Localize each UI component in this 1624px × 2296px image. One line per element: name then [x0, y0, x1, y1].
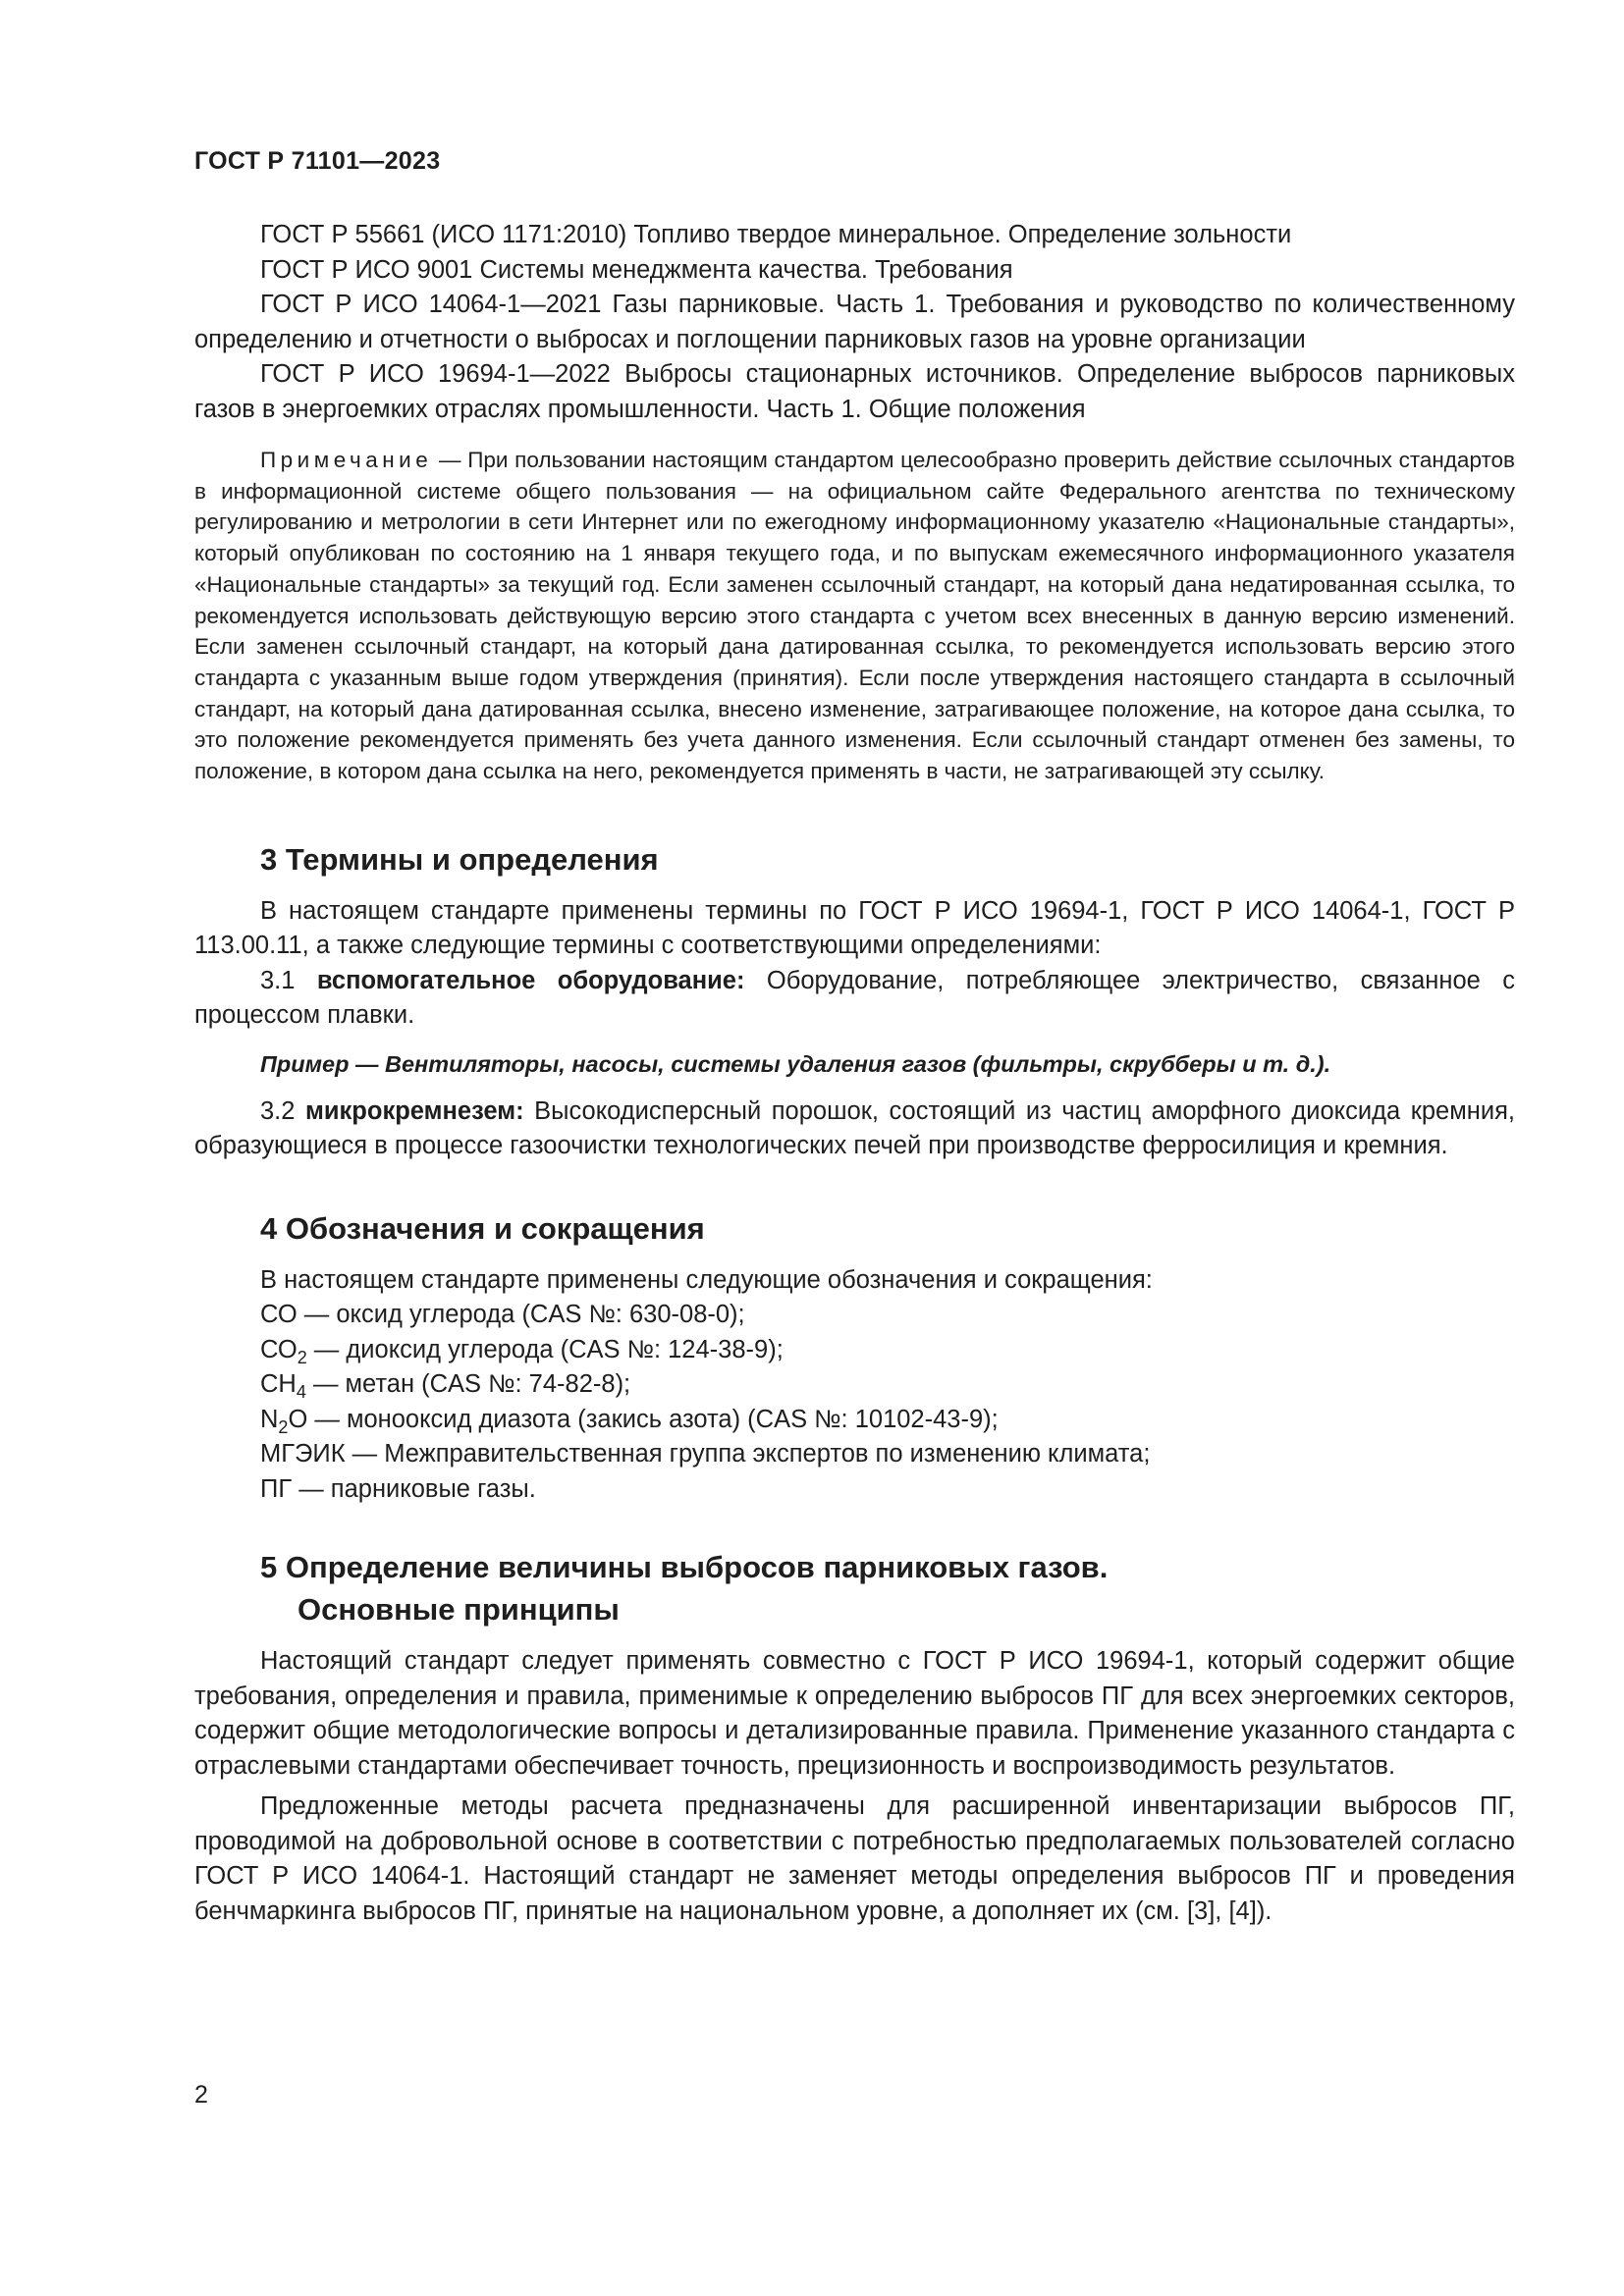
symbol-text: N — [260, 1405, 279, 1433]
reference-item: ГОСТ Р ИСО 19694-1—2022 Выбросы стационарных источников. Определение выбросов парниковых газов в энергоемких отраслях промышленности. Часть 1. Общие положения — [194, 360, 1515, 423]
subscript: 2 — [278, 1416, 289, 1437]
symbol-ch4 — [194, 1367, 1515, 1403]
section-5-title — [260, 1546, 1515, 1630]
symbol-text: СО — [260, 1335, 298, 1363]
section-4-title: 4 Обозначения и сокращения — [260, 1210, 705, 1246]
symbol-n2o — [194, 1403, 1515, 1438]
symbol-text: — диоксид углерода (CAS №: 124-38-9); — [306, 1335, 784, 1363]
normative-references — [194, 218, 1515, 427]
page-number: 2 — [194, 2081, 208, 2109]
document-header: ГОСТ Р 71101—2023 — [194, 147, 441, 175]
term-definition: Оборудование, потребляющее электричество, связанное с процессом плавки. — [194, 966, 1515, 1030]
reference-item: ГОСТ Р ИСО 14064-1—2021 Газы парниковые. Часть 1. Требования и руководство по количественному определению и отчетности о выбросах и поглощении парниковых газов на уровне организации — [194, 291, 1515, 353]
symbol-pg: ПГ — парниковые газы. — [260, 1474, 536, 1503]
subscript: 4 — [296, 1382, 306, 1403]
term-3-1 — [194, 964, 1515, 1034]
term-example: Пример — Вентиляторы, насосы, системы удаления газов (фильтры, скрубберы и т. д.). — [260, 1050, 1331, 1077]
section-5-title-line2: Основные принципы — [298, 1592, 620, 1628]
section-5-paragraph: Настоящий стандарт следует применять совместно с ГОСТ Р ИСО 19694-1, который содержит общие требования, определения и правила, применимые к определению выбросов ПГ для всех энергоемких секторов, содержит общие методологические вопросы и детализированные правила. Применение указанного стандарта с отраслевыми стандартами обеспечивает точность, прецизионность и воспроизводимость результатов. — [194, 1647, 1515, 1780]
section-5-title-line1: 5 Определение величины выбросов парниковых газов. — [260, 1550, 1109, 1585]
symbol-co2 — [194, 1333, 1515, 1368]
symbol-co: СО — оксид углерода (CAS №: 630-08-0); — [260, 1301, 745, 1329]
symbol-text: СН — [260, 1370, 297, 1399]
term-3-2 — [194, 1095, 1515, 1164]
term-name: вспомогательное оборудование: — [316, 966, 745, 994]
term-definition: Высокодисперсный порошок, состоящий из частиц аморфного диоксида кремния, образующиеся в процессе газоочистки технологических печей при производстве ферросилиция и кремния. — [194, 1096, 1515, 1160]
note-paragraph — [194, 445, 1515, 787]
reference-item: ГОСТ Р ИСО 9001 Системы менеджмента качества. Требования — [260, 255, 1013, 284]
section-4-intro: В настоящем стандарте применены следующие обозначения и сокращения: — [260, 1265, 1153, 1294]
page-content — [194, 218, 1515, 1929]
section-5-paragraph: Предложенные методы расчета предназначены для расширенной инвентаризации выбросов ПГ, проводимой на добровольной основе в соответствии с потребностью предполагаемых пользователей согласно ГОСТ Р ИСО 14064-1. Настоящий стандарт не заменяет методы определения выбросов ПГ и проведения бенчмаркинга выбросов ПГ, принятые на национальном уровне, а дополняет их (см. [3], [4]). — [194, 1792, 1515, 1925]
reference-item: ГОСТ Р 55661 (ИСО 1171:2010) Топливо твердое минеральное. Определение зольности — [260, 221, 1292, 248]
section-3-title: 3 Термины и определения — [260, 841, 659, 877]
term-number: 3.2 — [260, 1096, 305, 1125]
note-text: — При пользовании настоящим стандартом целесообразно проверить действие ссылочных стандартов в информационной системе общего пользования — на официальном сайте Федерального агентства по техническому регулированию и метрологии в сети Интернет или по ежегодному информационному указателю «Национальные стандарты», который опубликован по состоянию на 1 января текущего года, и по выпускам ежемесячного информационного указателя «Национальные стандарты» за текущий год. Если заменен ссылочный стандарт, на который дана недатированная ссылка, то рекомендуется использовать действующую версию этого стандарта с учетом всех внесенных в данную версию изменений. Если заменен ссылочный стандарт, на который дана датированная ссылка, то рекомендуется использовать версию этого стандарта с указанным выше годом утверждения (принятия). Если после утверждения настоящего стандарта в ссылочный стандарт, на который дана датированная ссылка, внесено изменение, затрагивающее положение, на которое дана ссылка, то это положение рекомендуется применять без учета данного изменения. Если ссылочный стандарт отменен без замены, то положение, в котором дана ссылка на него, рекомендуется применять в части, не затрагивающей эту ссылку. — [194, 448, 1515, 784]
symbol-mgeik: МГЭИК — Межправительственная группа экспертов по изменению климата; — [260, 1440, 1151, 1468]
section-3-intro: В настоящем стандарте применены термины по ГОСТ Р ИСО 19694-1, ГОСТ Р ИСО 14064-1, ГОСТ Р 113.00.11, а также следующие термины с соответствующими определениями: — [194, 896, 1515, 960]
term-name: микрокремнезем: — [304, 1096, 524, 1125]
symbol-text: O — монооксид диазота (закись азота) (CAS №: 10102-43-9); — [288, 1405, 999, 1433]
note-label: Примечание — [260, 448, 433, 472]
term-number: 3.1 — [260, 966, 317, 994]
symbol-text: — метан (CAS №: 74-82-8); — [305, 1370, 631, 1399]
subscript: 2 — [297, 1347, 307, 1367]
